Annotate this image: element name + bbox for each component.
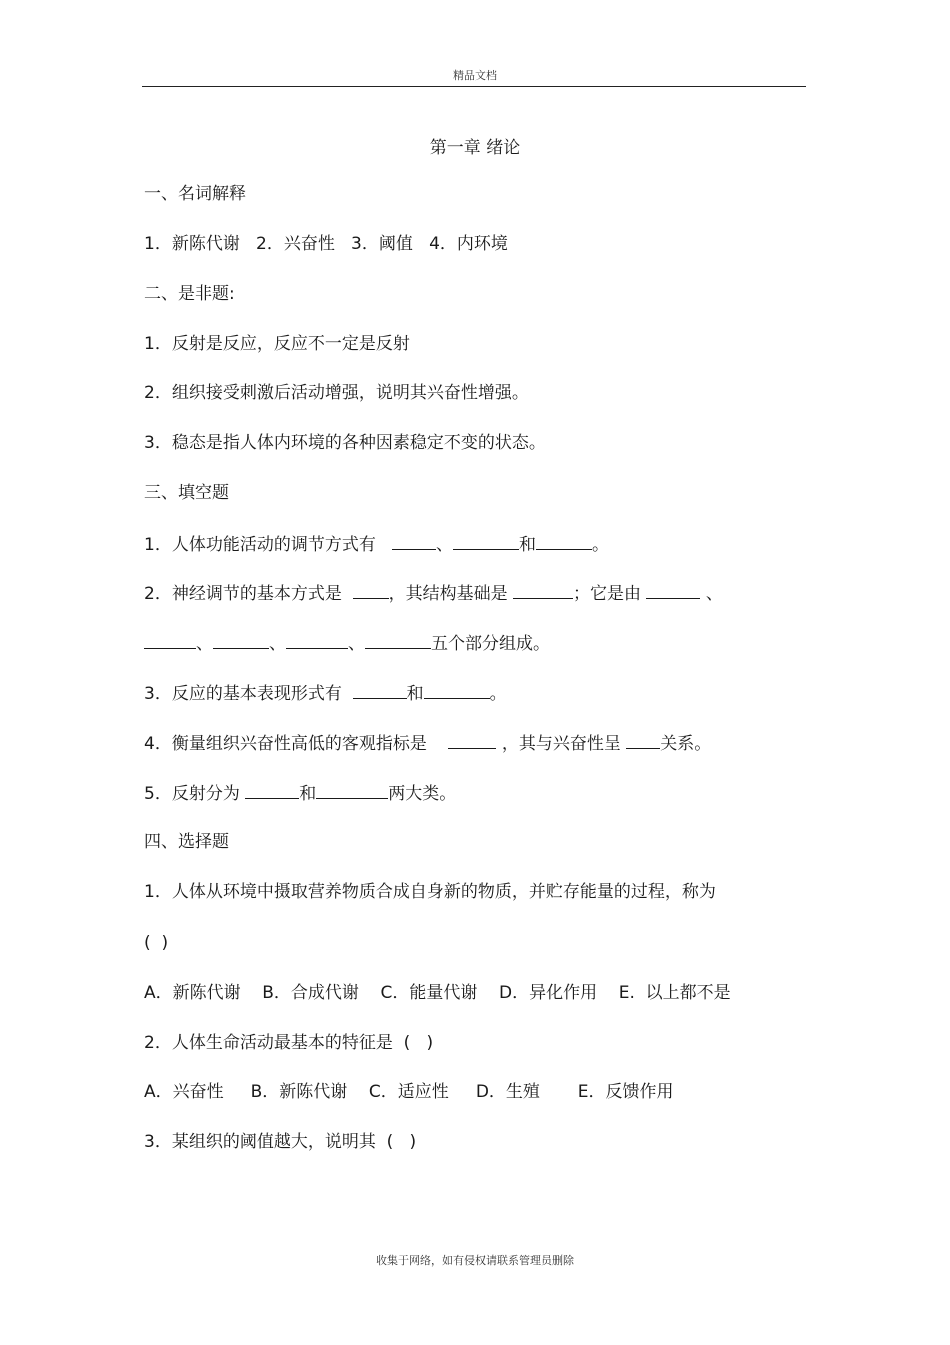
fill-blank-item-2-continued: 、 、 、 五个部分组成。 [144,632,550,655]
terms-list: 1．新陈代谢 2．兴奋性 3．阈值 4．内环境 [144,234,508,254]
answer-blank [448,732,496,749]
true-false-item-3: 3．稳态是指人体内环境的各种因素稳定不变的状态。 [144,433,546,453]
answer-blank [424,682,490,699]
fill-blank-item-4: 4．衡量组织兴奋性高低的客观指标是 ，其与兴奋性呈 关系。 [144,734,712,754]
fill-blank-item-1: 1．人体功能活动的调节方式有 、 和 。 [144,535,610,555]
fill-blank-item-3: 3．反应的基本表现形式有 和 。 [144,684,507,704]
choice-question-1-bracket: ( ) [144,933,169,953]
answer-blank [353,682,407,699]
section-heading-terms: 一、名词解释 [144,184,246,204]
answer-blank [536,533,592,550]
choice-question-2: 2．人体生命活动最基本的特征是 ( ) [144,1033,434,1053]
answer-blank [213,632,269,649]
answer-blank [245,782,299,799]
page-footer: 收集于网络，如有侵权请联系管理员删除 [376,1254,574,1267]
answer-blank [365,632,431,649]
answer-blank [286,632,348,649]
choice-question-1: 1．人体从环境中摄取营养物质合成自身新的物质，并贮存能量的过程，称为 [144,882,716,902]
page-header: 精品文档 [453,69,497,82]
choice-question-1-options: A．新陈代谢 B．合成代谢 C．能量代谢 D．异化作用 E. 以上都不是 [144,983,731,1003]
section-heading-choice: 四、选择题 [144,832,229,852]
header-rule [142,86,806,87]
answer-blank [513,582,573,599]
answer-blank [144,632,196,649]
answer-blank [353,582,389,599]
true-false-item-1: 1．反射是反应，反应不一定是反射 [144,334,410,354]
answer-blank [626,732,660,749]
answer-blank [316,782,388,799]
true-false-item-2: 2．组织接受刺激后活动增强，说明其兴奋性增强。 [144,383,529,403]
answer-blank [646,582,700,599]
choice-question-3: 3．某组织的阈值越大，说明其 ( ) [144,1132,417,1152]
choice-question-2-options: A．兴奋性 B．新陈代谢 C．适应性 D．生殖 E．反馈作用 [144,1082,674,1102]
section-heading-fill-blank: 三、填空题 [144,483,229,503]
answer-blank [453,533,519,550]
fill-blank-item-5: 5．反射分为 和 两大类。 [144,784,457,804]
fill-blank-item-2: 2．神经调节的基本方式是 ，其结构基础是 ；它是由 、 [144,584,723,604]
chapter-title: 第一章 绪论 [429,138,521,158]
section-heading-true-false: 二、是非题: [144,284,235,304]
answer-blank [392,533,436,550]
